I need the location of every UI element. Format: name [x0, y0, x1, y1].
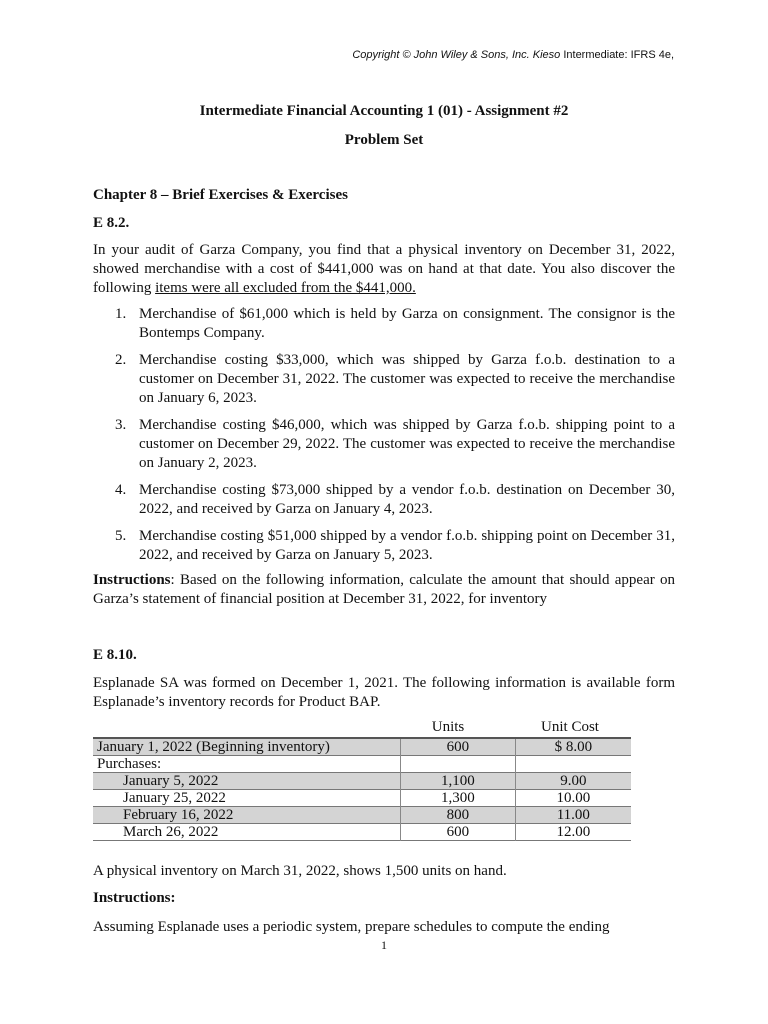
row-units: 800: [401, 807, 515, 824]
row-label: January 1, 2022 (Beginning inventory): [93, 738, 401, 756]
table-row: [93, 824, 631, 841]
copyright-italic: Copyright © John Wiley & Sons, Inc. Kieso: [352, 49, 561, 61]
table-row: [93, 773, 631, 790]
row-label: January 25, 2022: [123, 790, 226, 806]
row-units: 1,100: [401, 773, 515, 790]
e82-instructions: [93, 571, 675, 609]
list-item: [93, 305, 675, 343]
row-cost: 11.00: [515, 807, 631, 824]
list-item-number: 1.: [115, 306, 127, 322]
e82-instructions-label: Instructions: [93, 572, 171, 588]
e810-instructions-heading: Instructions:: [93, 890, 176, 906]
row-cost: 10.00: [515, 790, 631, 807]
list-item: [93, 481, 675, 519]
list-item-number: 5.: [115, 528, 127, 544]
unit-cost-column-header: Unit Cost: [541, 719, 599, 735]
table-row: [93, 790, 631, 807]
e810-heading: E 8.10.: [93, 647, 137, 663]
list-item-number: 4.: [115, 482, 127, 498]
row-units: 1,300: [401, 790, 515, 807]
e810-instructions-text: Assuming Esplanade uses a periodic system, prepare schedules to compute the ending: [93, 919, 610, 935]
list-item-text: Merchandise of $61,000 which is held by Garza on consignment. The consignor is the Bontemps Company.: [139, 306, 675, 341]
units-column-header: Units: [431, 719, 465, 735]
row-units: 600: [401, 738, 515, 756]
table-row: [93, 756, 631, 773]
row-units: 600: [401, 824, 515, 841]
e82-intro-text: In your audit of Garza Company, you find that a physical inventory on December 31, 2022, showed merchandise with a cost of $441,000 was on hand at that date. You also discover the following: [93, 242, 675, 296]
physical-inventory-note: A physical inventory on March 31, 2022, shows 1,500 units on hand.: [93, 863, 507, 879]
row-units: [401, 756, 515, 773]
row-label: March 26, 2022: [123, 824, 219, 840]
list-item-number: 2.: [115, 352, 127, 368]
page-number: 1: [381, 938, 387, 952]
row-cost: $ 8.00: [515, 738, 631, 756]
problem-set-title: Problem Set: [344, 132, 424, 148]
list-item-text: Merchandise costing $51,000 shipped by a vendor f.o.b. shipping point on December 31, 2022, and received by Garza on January 5, 2023.: [139, 528, 675, 563]
table-row: [93, 807, 631, 824]
row-cost: 12.00: [515, 824, 631, 841]
e82-heading: E 8.2.: [93, 215, 130, 231]
chapter-heading: Chapter 8 – Brief Exercises & Exercises: [93, 187, 348, 203]
list-item: [93, 351, 675, 408]
inventory-table: [93, 737, 631, 841]
list-item-number: 3.: [115, 417, 127, 433]
copyright-rest: Intermediate: IFRS 4e,: [560, 49, 674, 61]
e810-intro: Esplanade SA was formed on December 1, 2021. The following information is available form Esplanade’s inventory records for Product BAP.: [93, 675, 675, 710]
table-row: [93, 738, 631, 756]
e82-intro: [93, 241, 675, 298]
list-item-text: Merchandise costing $46,000, which was shipped by Garza f.o.b. shipping point to a customer on December 29, 2022. The customer was expected to receive the merchandise on January 2, 2023.: [139, 417, 675, 471]
row-label: Purchases:: [97, 756, 162, 772]
row-cost: [515, 756, 631, 773]
list-item-text: Merchandise costing $33,000, which was shipped by Garza f.o.b. destination to a customer on December 31, 2022. The customer was expected to receive the merchandise on January 6, 2023.: [139, 352, 675, 406]
copyright-line: [352, 49, 674, 61]
list-item-text: Merchandise costing $73,000 shipped by a vendor f.o.b. destination on December 30, 2022, and received by Garza on January 4, 2023.: [139, 482, 675, 517]
list-item: [93, 527, 675, 565]
assignment-title: Intermediate Financial Accounting 1 (01) - Assignment #2: [199, 103, 569, 119]
e82-instructions-text: : Based on the following information, calculate the amount that should appear on Garza’s statement of financial position at December 31, 2022, for inventory: [93, 572, 675, 607]
row-label: February 16, 2022: [93, 807, 401, 824]
row-cost: 9.00: [515, 773, 631, 790]
list-item: [93, 416, 675, 473]
e82-intro-underlined: items were all excluded from the $441,000.: [155, 280, 416, 296]
row-label: January 5, 2022: [93, 773, 401, 790]
e82-item-list: [93, 305, 675, 573]
